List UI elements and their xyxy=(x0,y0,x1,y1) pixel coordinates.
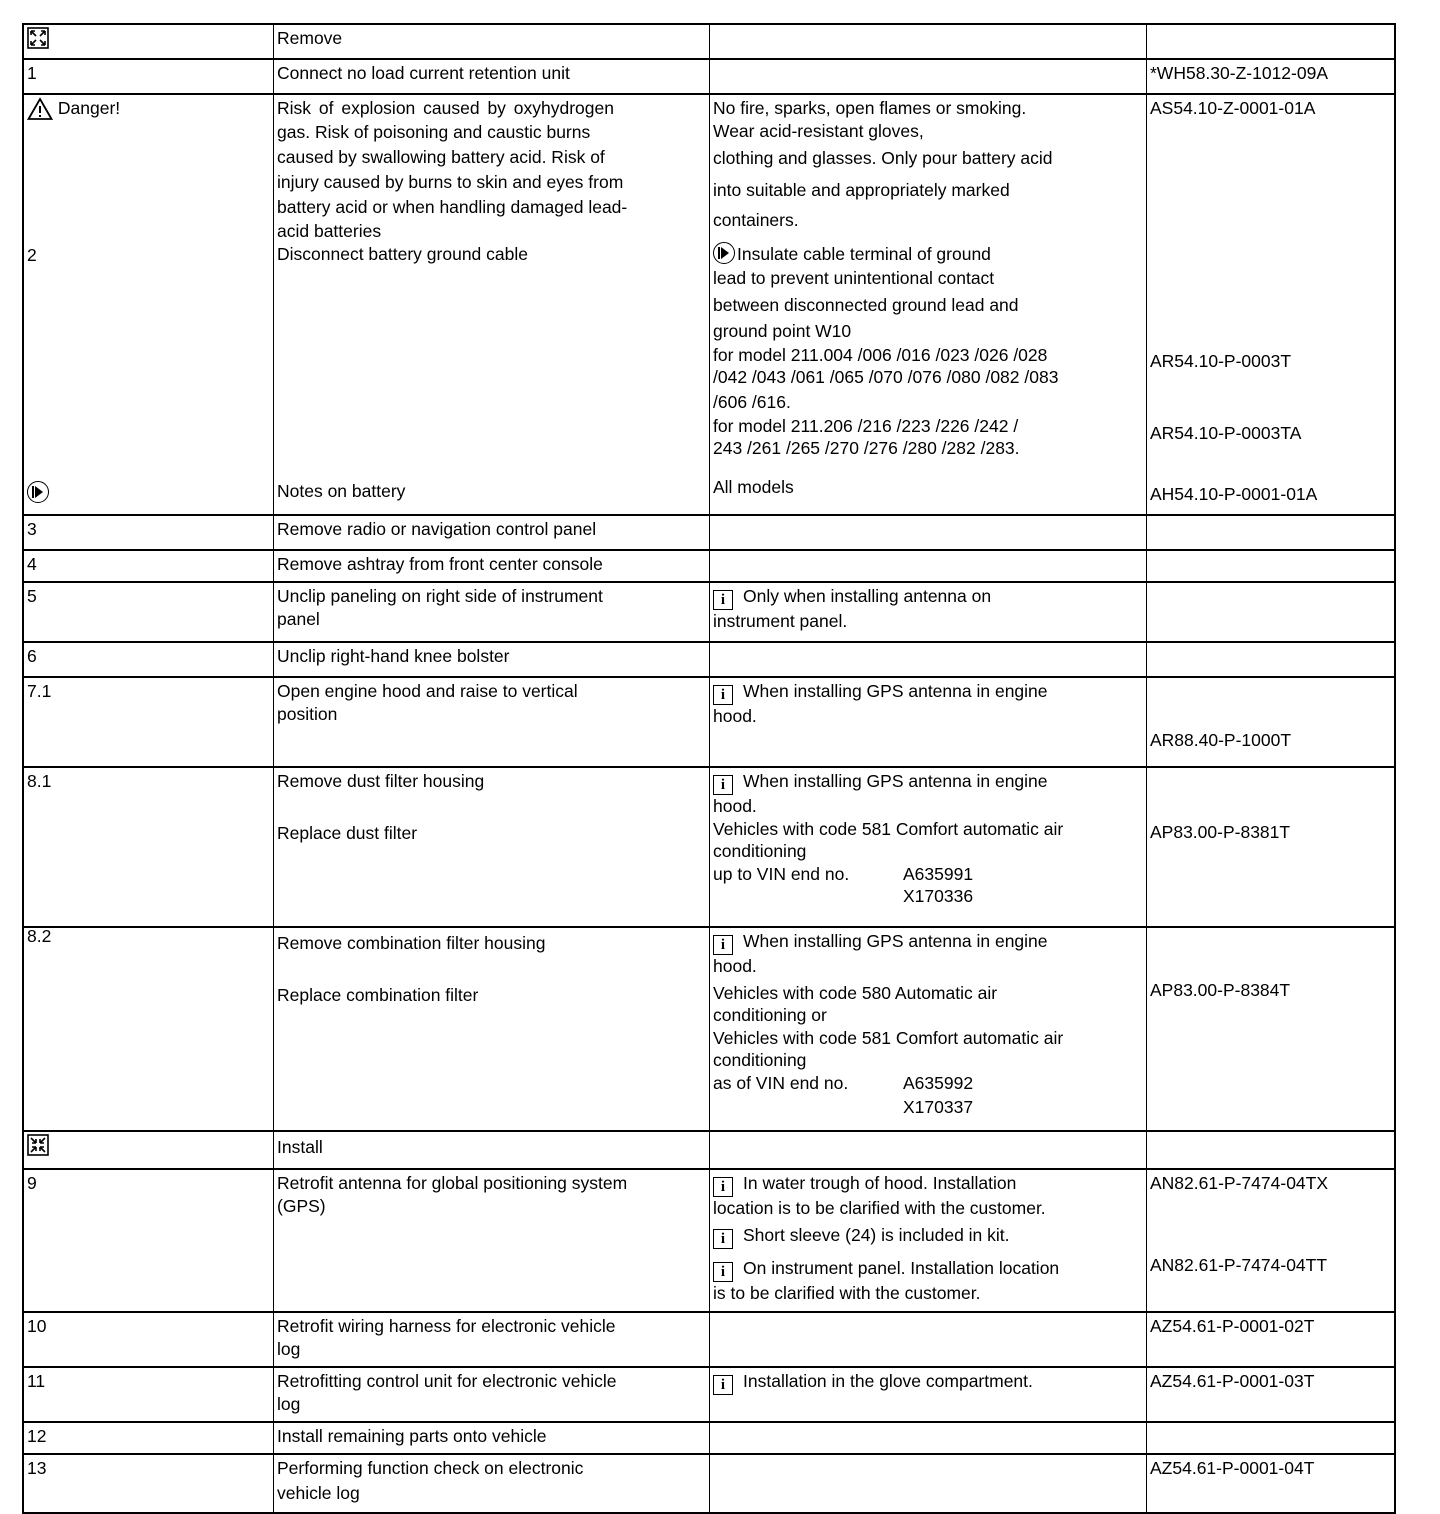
table-row xyxy=(22,1366,1396,1421)
info-icon: i xyxy=(713,685,733,705)
section-title: Remove xyxy=(277,28,343,48)
install-symbol-icon xyxy=(27,1134,49,1156)
step-text: log xyxy=(277,1393,301,1414)
vin-label: up to VIN end no. xyxy=(713,863,850,884)
risk-line: Risk of explosion caused by oxyhydrogen xyxy=(277,98,614,118)
vin-range xyxy=(713,1072,1143,1121)
info-text: instrument panel. xyxy=(713,611,848,631)
note-arrow-icon xyxy=(27,481,49,503)
info-text: When installing GPS antenna in engine xyxy=(743,681,1048,701)
doc-reference[interactable]: AP83.00-P-8381T xyxy=(1150,822,1291,842)
info-icon: i xyxy=(713,1229,733,1249)
table-row xyxy=(22,514,1396,549)
doc-reference[interactable]: AP83.00-P-8384T xyxy=(1150,980,1291,1000)
table-row xyxy=(22,676,1396,766)
measure-line: clothing and glasses. Only pour battery acid xyxy=(713,148,1053,168)
step-number: 10 xyxy=(27,1316,47,1336)
step-text: Install remaining parts onto vehicle xyxy=(277,1426,547,1446)
vin-range xyxy=(713,863,1143,908)
info-text: Installation in the glove compartment. xyxy=(743,1371,1033,1391)
step-number: 12 xyxy=(27,1426,47,1446)
warning-triangle-icon xyxy=(27,97,53,121)
step-text: vehicle log xyxy=(277,1482,360,1503)
step-number: 13 xyxy=(27,1458,47,1478)
doc-reference[interactable]: AR88.40-P-1000T xyxy=(1150,730,1292,750)
step-text: log xyxy=(277,1338,301,1359)
detail-text: conditioning xyxy=(713,841,807,861)
step-number: 8.1 xyxy=(27,771,52,791)
step-text: Open engine hood and raise to vertical xyxy=(277,681,578,701)
table-row xyxy=(22,549,1396,581)
info-text: In water trough of hood. Installation xyxy=(743,1173,1017,1193)
step-text: Unclip right-hand knee bolster xyxy=(277,646,510,666)
step-number: 5 xyxy=(27,586,37,606)
step-number: 8.2 xyxy=(27,926,52,946)
detail-text: conditioning or xyxy=(713,1005,827,1025)
step-text: Connect no load current retention unit xyxy=(277,63,570,83)
risk-line: injury caused by burns to skin and eyes from xyxy=(277,171,624,192)
doc-reference[interactable]: AS54.10-Z-0001-01A xyxy=(1150,98,1316,118)
note-arrow-icon xyxy=(713,242,735,264)
measure-line: into suitable and appropriately marked xyxy=(713,180,1010,200)
table-row xyxy=(22,1168,1396,1311)
step-text: Unclip paneling on right side of instrument xyxy=(277,586,603,606)
step-text: panel xyxy=(277,608,320,629)
info-icon: i xyxy=(713,935,733,955)
step-number: 4 xyxy=(27,554,37,574)
step-text: Remove combination filter housing xyxy=(277,933,546,953)
info-icon: i xyxy=(713,1375,733,1395)
info-icon: i xyxy=(713,1177,733,1197)
step-number: 7.1 xyxy=(27,681,52,701)
doc-reference[interactable]: AR54.10-P-0003T xyxy=(1150,350,1292,371)
risk-line: caused by swallowing battery acid. Risk of xyxy=(277,146,605,167)
doc-reference[interactable]: AZ54.61-P-0001-02T xyxy=(1150,1316,1315,1336)
section-header-remove xyxy=(22,23,1396,58)
info-text: location is to be clarified with the customer. xyxy=(713,1198,1046,1218)
step-number: 6 xyxy=(27,646,37,666)
step-text: Disconnect battery ground cable xyxy=(277,243,528,264)
note-line: ground point W10 xyxy=(713,320,852,341)
notes-detail: All models xyxy=(713,476,794,497)
step-text: Replace combination filter xyxy=(277,984,479,1005)
measure-line: containers. xyxy=(713,210,799,230)
note-line: Insulate cable terminal of ground xyxy=(737,244,991,264)
risk-line: battery acid or when handling damaged lead- xyxy=(277,196,628,217)
info-text: On instrument panel. Installation location xyxy=(743,1257,1060,1278)
step-number: 2 xyxy=(27,245,37,265)
doc-reference[interactable]: AN82.61-P-7474-04TT xyxy=(1150,1254,1328,1275)
doc-reference[interactable]: AH54.10-P-0001-01A xyxy=(1150,483,1318,504)
table-row xyxy=(22,1421,1396,1453)
risk-line: acid batteries xyxy=(277,220,382,241)
table-row xyxy=(22,581,1396,641)
table-row xyxy=(22,1311,1396,1366)
section-header-install xyxy=(22,1130,1396,1168)
measure-line: No fire, sparks, open flames or smoking. xyxy=(713,98,1027,118)
vin-value: X170337 xyxy=(903,1097,974,1117)
note-line: lead to prevent unintentional contact xyxy=(713,267,995,288)
table-row-danger-battery xyxy=(22,93,1396,514)
vin-value: A635992 xyxy=(903,1072,974,1093)
step-number: 9 xyxy=(27,1173,37,1193)
step-text: Retrofit antenna for global positioning system xyxy=(277,1173,628,1193)
model-line: /042 /043 /061 /065 /070 /076 /080 /082 /083 xyxy=(713,367,1059,387)
risk-line: gas. Risk of poisoning and caustic burns xyxy=(277,121,591,142)
doc-reference[interactable]: AR54.10-P-0003TA xyxy=(1150,423,1302,443)
step-text: Performing function check on electronic xyxy=(277,1458,584,1478)
step-number: 11 xyxy=(27,1371,46,1391)
model-line: /606 /616. xyxy=(713,391,791,412)
step-text: Remove radio or navigation control panel xyxy=(277,519,597,539)
detail-text: conditioning xyxy=(713,1050,807,1070)
table-row xyxy=(22,1453,1396,1514)
doc-reference[interactable]: *WH58.30-Z-1012-09A xyxy=(1150,63,1328,83)
vin-value: X170336 xyxy=(903,886,974,906)
step-text: Replace dust filter xyxy=(277,822,418,843)
notes-title[interactable]: Notes on battery xyxy=(277,480,406,501)
model-line: 243 /261 /265 /270 /276 /280 /282 /283. xyxy=(713,438,1020,458)
info-text: hood. xyxy=(713,706,757,726)
table-row xyxy=(22,926,1396,1130)
danger-label: Danger! xyxy=(57,98,121,118)
doc-reference[interactable]: AN82.61-P-7474-04TX xyxy=(1150,1173,1329,1193)
info-icon: i xyxy=(713,775,733,795)
info-text: When installing GPS antenna in engine xyxy=(743,931,1048,951)
detail-text: Vehicles with code 581 Comfort automatic air xyxy=(713,818,1064,839)
step-text: (GPS) xyxy=(277,1195,326,1216)
table-row xyxy=(22,58,1396,93)
step-number: 1 xyxy=(27,63,37,83)
step-text: Remove ashtray from front center console xyxy=(277,554,603,574)
section-title: Install xyxy=(277,1137,323,1157)
step-text: Remove dust filter housing xyxy=(277,771,485,791)
step-number: 3 xyxy=(27,519,37,539)
table-row xyxy=(22,641,1396,676)
info-text: is to be clarified with the customer. xyxy=(713,1282,981,1303)
doc-reference[interactable]: AZ54.61-P-0001-03T xyxy=(1150,1371,1315,1391)
detail-text: Vehicles with code 581 Comfort automatic air xyxy=(713,1027,1064,1048)
table-row xyxy=(22,766,1396,926)
step-text: position xyxy=(277,703,338,724)
measure-line: Wear acid-resistant gloves, xyxy=(713,120,924,141)
step-text: Retrofit wiring harness for electronic vehicle xyxy=(277,1316,616,1336)
procedure-table xyxy=(22,23,1396,1514)
detail-text: Vehicles with code 580 Automatic air xyxy=(713,982,998,1003)
info-text: When installing GPS antenna in engine xyxy=(743,771,1048,791)
info-icon: i xyxy=(713,1262,733,1282)
remove-symbol-icon xyxy=(27,27,49,49)
doc-reference[interactable]: AZ54.61-P-0001-04T xyxy=(1150,1458,1315,1478)
note-line: between disconnected ground lead and xyxy=(713,294,1019,315)
info-text: Short sleeve (24) is included in kit. xyxy=(743,1224,1010,1245)
model-line: for model 211.004 /006 /016 /023 /026 /028 xyxy=(713,344,1048,365)
info-text: hood. xyxy=(713,796,757,816)
info-text: hood. xyxy=(713,956,757,976)
step-text: Retrofitting control unit for electronic vehicle xyxy=(277,1371,617,1391)
info-icon: i xyxy=(713,590,733,610)
info-text: Only when installing antenna on xyxy=(743,586,992,606)
vin-value: A635991 xyxy=(903,863,974,884)
vin-label: as of VIN end no. xyxy=(713,1072,849,1093)
model-line: for model 211.206 /216 /223 /226 /242 / xyxy=(713,415,1019,436)
